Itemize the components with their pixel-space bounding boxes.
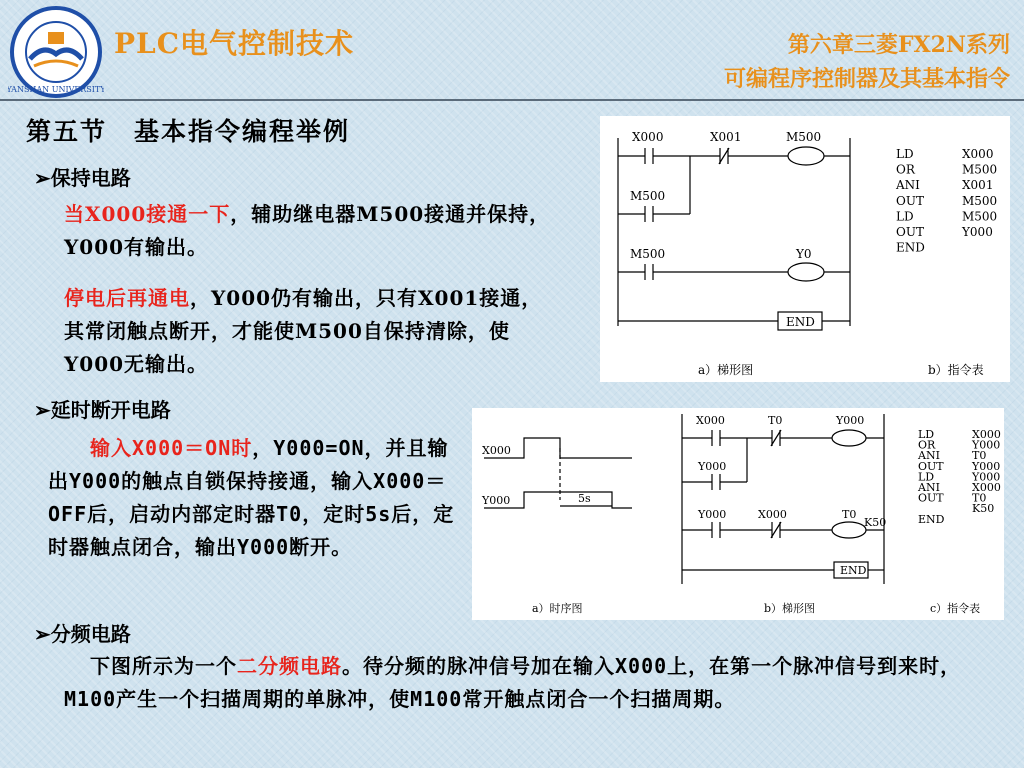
university-logo	[8, 4, 104, 100]
instruction-cell: K50	[972, 502, 995, 516]
ladder-label: X000	[758, 508, 787, 521]
instruction-cell: LD	[896, 147, 914, 161]
hold-circuit-p2-highlight: 停电后再通电	[64, 286, 190, 310]
hold-circuit-figure	[600, 116, 1010, 382]
hold-circuit-diagram	[600, 116, 1010, 382]
delay-circuit-figure	[472, 408, 1004, 620]
instruction-cell: LD	[918, 470, 935, 484]
bullet-divider-circuit	[34, 618, 131, 647]
instruction-cell: OR	[896, 162, 915, 177]
timing-label: Y000	[482, 494, 511, 507]
divider-circuit-paragraph	[64, 650, 984, 716]
instruction-cell: ANI	[918, 449, 940, 463]
instruction-cell: END	[918, 512, 945, 526]
divider-p-text: 。待分频的脉冲信号加在输入X000上，在第一个脉冲信号到来时，M100产生一个扫描周期的单脉冲，使M100常开触点闭合一个扫描周期。	[64, 654, 962, 711]
arrow-bullet-icon: ➢	[34, 622, 51, 646]
ladder-label: Y000	[698, 508, 727, 521]
arrow-bullet-icon: ➢	[34, 166, 51, 190]
instruction-cell: Y000	[972, 470, 1001, 484]
figure-caption: b）指令表	[928, 363, 984, 377]
ladder-label: T0	[842, 508, 857, 521]
bullet-delay-circuit	[34, 394, 171, 423]
delay-circuit-diagram	[472, 408, 1004, 620]
ladder-end-label: END	[840, 564, 867, 577]
instruction-cell: OUT	[918, 491, 944, 505]
ladder-label: X000	[696, 414, 725, 427]
figure-caption: a）时序图	[532, 602, 583, 615]
instruction-table	[895, 147, 997, 255]
instruction-cell: X000	[972, 428, 1001, 441]
figure-caption: b）梯形图	[764, 602, 816, 615]
ladder-label: T0	[768, 414, 783, 427]
hold-circuit-paragraph-2	[64, 282, 544, 381]
course-title: PLC电气控制技术	[114, 27, 355, 60]
hold-circuit-p1-text: ，辅助继电器M500接通并保持，Y000有输出。	[64, 202, 551, 259]
ladder-label: Y0	[796, 247, 812, 261]
instruction-cell: LD	[918, 428, 935, 441]
ladder-end-label: END	[786, 315, 815, 329]
instruction-cell: T0	[972, 491, 987, 505]
instruction-cell: ANI	[918, 481, 940, 494]
ladder-label: Y000	[836, 414, 865, 427]
delay-circuit-heading: 延时断开电路	[50, 398, 171, 422]
figure-caption: c）指令表	[930, 602, 981, 615]
instruction-cell: X000	[972, 481, 1001, 494]
instruction-cell: OR	[918, 438, 936, 452]
delay-circuit-highlight: 输入X000＝ON时	[90, 436, 253, 460]
arrow-bullet-icon: ➢	[34, 398, 51, 422]
instruction-cell: END	[896, 240, 925, 255]
header-divider	[0, 99, 1024, 101]
instruction-cell: ANI	[896, 178, 920, 193]
instruction-cell: T0	[972, 449, 987, 463]
timing-delay-label: 5s	[578, 492, 591, 505]
hold-circuit-paragraph-1	[64, 198, 576, 264]
instruction-cell: OUT	[918, 459, 944, 473]
instruction-cell: X001	[962, 178, 994, 193]
chapter-title-line1: 第六章三菱FX2N系列	[787, 32, 1010, 58]
instruction-cell: M500	[962, 162, 998, 177]
instruction-cell: Y000	[972, 438, 1001, 452]
divider-p-start: 下图所示为一个	[90, 654, 237, 678]
instruction-table	[917, 428, 1001, 526]
section-title: 第五节 基本指令编程举例	[26, 117, 351, 146]
chapter-title	[724, 28, 1010, 96]
instruction-cell: M500	[962, 193, 998, 208]
ladder-label: M500	[630, 247, 666, 261]
ladder-label: X001	[710, 130, 742, 144]
instruction-cell: M500	[962, 209, 998, 224]
instruction-cell: Y000	[972, 459, 1001, 473]
chapter-title-line2: 可编程序控制器及其基本指令	[723, 66, 1010, 92]
svg-text:YANSHAN UNIVERSITY: YANSHAN UNIVERSITY	[8, 85, 104, 94]
hold-circuit-p1-highlight: 当X000接通一下	[64, 202, 231, 226]
hold-circuit-p2-text: ，Y000仍有输出，只有X001接通，其常闭触点断开，才能使M500自保持清除，使Y000无输出。	[64, 286, 543, 376]
instruction-cell: Y000	[962, 225, 993, 239]
ladder-label: M500	[630, 189, 666, 203]
delay-circuit-text: ，Y000=ON，并且输出Y000的触点自锁保持接通，输入X000＝OFF后，启动内部定时器T0，定时5s后，定时器触点闭合，输出Y000断开。	[48, 436, 455, 559]
ladder-label: Y000	[698, 460, 727, 473]
divider-circuit-heading: 分频电路	[50, 622, 131, 646]
instruction-cell: OUT	[896, 225, 924, 239]
ladder-label: K50	[864, 516, 887, 529]
timing-label: X000	[482, 444, 511, 457]
divider-p-highlight: 二分频电路	[237, 654, 342, 678]
instruction-cell: LD	[896, 209, 914, 224]
bullet-hold-circuit	[34, 162, 131, 191]
delay-circuit-paragraph	[48, 432, 468, 564]
ladder-label: X000	[632, 130, 664, 144]
instruction-cell: OUT	[896, 193, 924, 208]
ladder-label: M500	[786, 130, 822, 144]
instruction-cell: X000	[962, 147, 994, 161]
figure-caption: a）梯形图	[698, 363, 754, 377]
hold-circuit-heading: 保持电路	[50, 166, 131, 190]
